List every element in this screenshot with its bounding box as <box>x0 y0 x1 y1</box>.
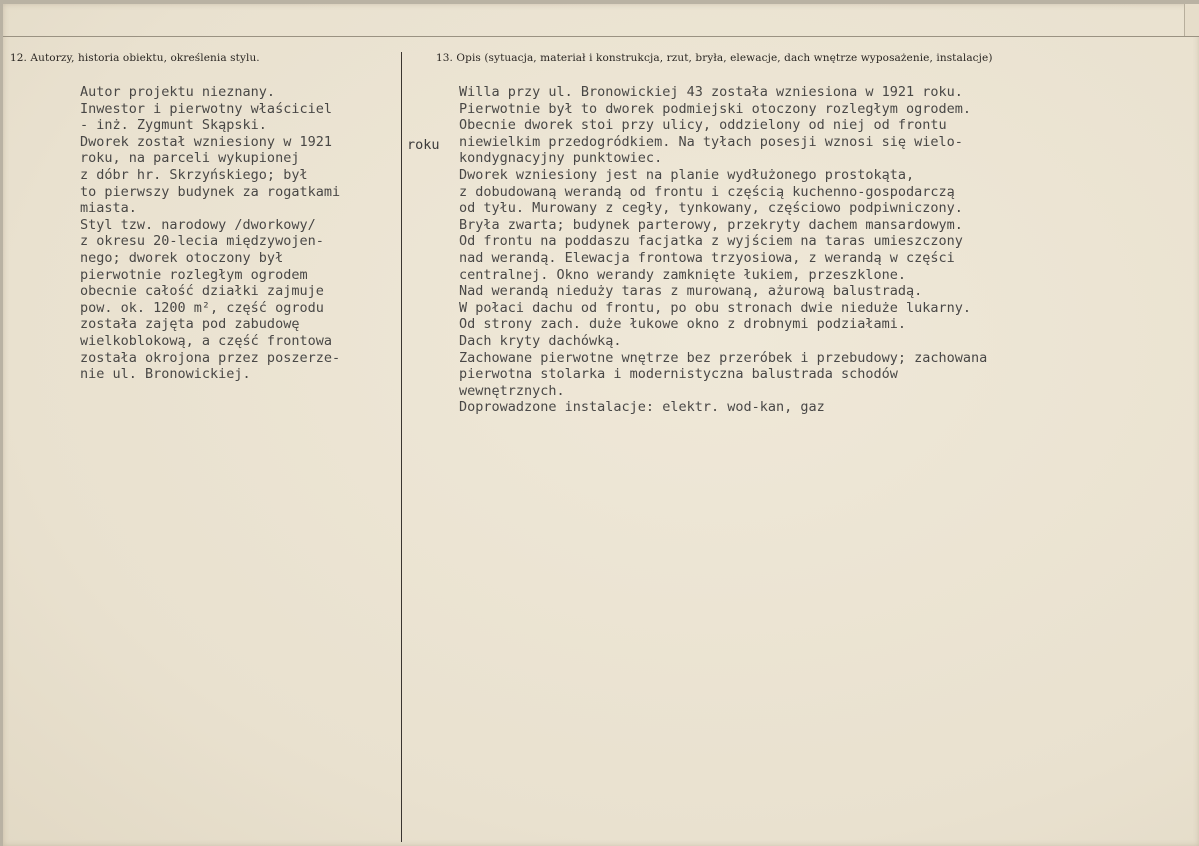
section-13-line: niewielkim przedogródkiem. Na tyłach posesji wznosi się wielo- <box>459 133 963 150</box>
section-13-line: Willa przy ul. Bronowickiej 43 została wzniesiona w 1921 roku. <box>459 84 963 100</box>
section-13-line: Pierwotnie był to dworek podmiejski otoczony rozległym ogrodem. <box>459 100 972 117</box>
section-13-line: Od frontu na poddaszu facjatka z wyjściem na taras umieszczony <box>459 233 963 250</box>
section-12-line: z dóbr hr. Skrzyńskiego; był <box>80 166 308 183</box>
section-12-line: została okrojona przez poszerze- <box>80 349 341 366</box>
section-13-line: Dach kryty dachówką. <box>459 332 622 349</box>
section-12-line: roku, na parceli wykupionej <box>80 150 300 167</box>
section-13-line: Nad werandą niedużу taras z murowaną, ażurową balustradą. <box>459 283 923 300</box>
section-13-line: Od strony zach. duże łukowe okno z drobnymi podziałami. <box>459 316 907 333</box>
card-top-band <box>3 4 1199 37</box>
section-12-line: nego; dworek otoczony był <box>80 249 284 266</box>
section-13-line: wewnętrznych. <box>459 382 565 399</box>
section-12-line: obecnie całość działki zajmuje <box>80 283 324 300</box>
section-13-line: kondygnacyjny punktowiec. <box>459 150 663 167</box>
section-12-heading: 12. Autorzy, historia obiektu, określenia stylu. <box>10 52 260 64</box>
section-12-line: wielkoblokową, a część frontowa <box>80 332 332 349</box>
section-13-line: Obecnie dworek stoi przy ulicy, oddzielony od niej od frontu <box>459 117 947 134</box>
section-13-line: centralnej. Okno werandy zamknięte łukiem, przeszklone. <box>459 266 907 283</box>
authors-history-text <box>80 84 340 383</box>
section-12-line: Autor projektu nieznany. <box>80 84 276 100</box>
section-13-heading: 13. Opis (sytuacja, materiał i konstrukcja, rzut, bryła, elewacje, dach wnętrze wyposażenie, instalacje) <box>436 52 993 64</box>
section-12-line: miasta. <box>80 200 137 217</box>
section-12-line: z okresu 20-lecia międzywojen- <box>80 233 324 250</box>
section-13-line: Doprowadzone instalacje: elektr. wod-kan, gaz <box>459 399 825 416</box>
section-12-line: nie ul. Bronowickiej. <box>80 366 251 383</box>
section-12-line: została zajęta pod zabudowę <box>80 316 300 333</box>
section-12-line: to pierwszy budynek za rogatkami <box>80 183 341 200</box>
column-divider <box>401 52 402 842</box>
card-corner-fold <box>1184 4 1199 36</box>
overflow-word-roku: roku <box>407 137 440 153</box>
section-12-line: pierwotnie rozległym ogrodem <box>80 266 308 283</box>
description-text <box>459 84 987 416</box>
section-12-line: - inż. Zygmunt Skąpski. <box>80 117 267 134</box>
section-13-line: z dobudowaną werandą od frontu i częścią kuchenno-gospodarczą <box>459 183 955 200</box>
section-12-line: Inwestor i pierwotny właściciel <box>80 100 332 117</box>
section-13-line: nad werandą. Elewacja frontowa trzyosiowa, z werandą w części <box>459 249 955 266</box>
section-12-line: pow. ok. 1200 m², część ogrodu <box>80 299 324 316</box>
section-13-line: Bryła zwarta; budynek parterowy, przekryty dachem mansardowym. <box>459 216 963 233</box>
section-12-line: Styl tzw. narodowy /dworkowy/ <box>80 216 316 233</box>
record-card <box>3 4 1199 846</box>
section-12-line: Dworek został wzniesiony w 1921 <box>80 133 332 150</box>
section-13-line: pierwotna stolarka i modernistyczna balustrada schodów <box>459 366 898 383</box>
section-13-line: od tyłu. Murowany z cegły, tynkowany, częściowo podpiwniczony. <box>459 200 963 217</box>
section-13-line: W połaci dachu od frontu, po obu stronach dwie nieduże lukarny. <box>459 299 972 316</box>
section-13-line: Zachowane pierwotne wnętrze bez przeróbek i przebudowy; zachowana <box>459 349 988 366</box>
section-13-line: Dworek wzniesiony jest na planie wydłużonego prostokąta, <box>459 166 915 183</box>
